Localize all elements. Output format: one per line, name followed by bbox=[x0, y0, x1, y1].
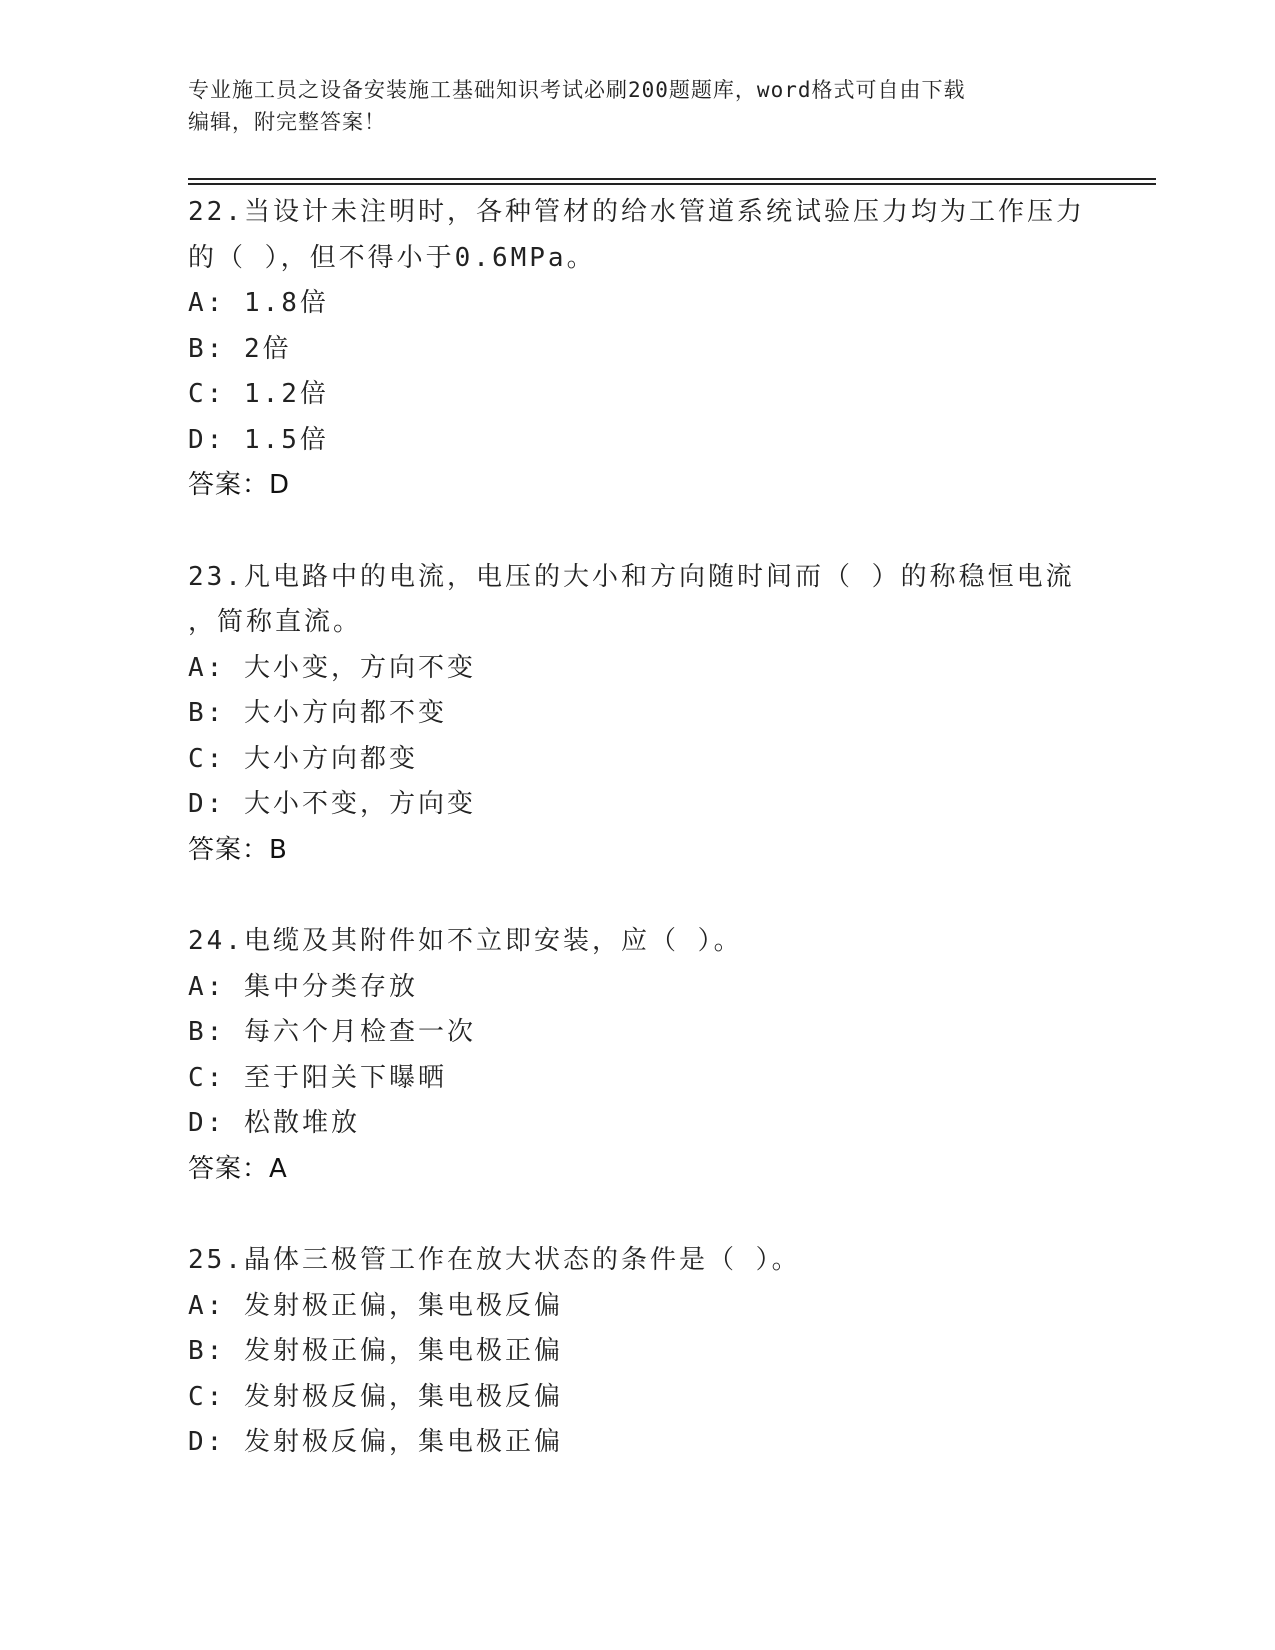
option-b: B: 大小方向都不变 bbox=[188, 698, 447, 728]
option-a: A: 发射极正偏，集电极反偏 bbox=[188, 1290, 563, 1321]
option-c: C: 大小方向都变 bbox=[188, 743, 418, 774]
question-text: 22.当设计未注明时，各种管材的给水管道系统试验压力均为工作压力 bbox=[188, 197, 1085, 227]
header-divider-bottom bbox=[188, 183, 1156, 185]
option-d: D: 发射极反偏，集电极正偏 bbox=[188, 1427, 563, 1457]
question-list bbox=[188, 190, 1088, 1512]
option-b: B: 每六个月检查一次 bbox=[188, 1017, 476, 1047]
answer-label: 答案：A bbox=[188, 1153, 288, 1184]
option-d: D: 1.5倍 bbox=[188, 424, 329, 455]
question-text: 23.凡电路中的电流，电压的大小和方向随时间而（ ）的称稳恒电流 bbox=[188, 561, 1075, 592]
option-d: D: 松散堆放 bbox=[188, 1108, 360, 1138]
question-24 bbox=[188, 919, 1088, 1192]
option-d: D: 大小不变，方向变 bbox=[188, 789, 476, 819]
question-text: 24.电缆及其附件如不立即安装，应（ ）。 bbox=[188, 926, 743, 956]
option-a: A: 集中分类存放 bbox=[188, 971, 418, 1002]
option-b: B: 发射极正偏，集电极正偏 bbox=[188, 1336, 563, 1366]
question-text: 的（ ），但不得小于0.6MPa。 bbox=[188, 242, 596, 273]
header-title-line-1: 专业施工员之设备安装施工基础知识考试必刷200题题库，word格式可自由下载 bbox=[188, 78, 966, 102]
question-22 bbox=[188, 190, 1088, 509]
header-title-line-2: 编辑，附完整答案！ bbox=[188, 110, 386, 134]
question-text: ，简称直流。 bbox=[188, 607, 363, 637]
question-25 bbox=[188, 1238, 1088, 1466]
option-a: A: 1.8倍 bbox=[188, 288, 329, 318]
document-header bbox=[188, 74, 1068, 138]
option-a: A: 大小变，方向不变 bbox=[188, 652, 476, 683]
option-c: C: 至于阳关下曝晒 bbox=[188, 1062, 447, 1093]
answer-label: 答案：B bbox=[188, 834, 288, 865]
option-b: B: 2倍 bbox=[188, 333, 292, 364]
question-text: 25.晶体三极管工作在放大状态的条件是（ ）。 bbox=[188, 1245, 801, 1275]
header-divider-top bbox=[188, 178, 1156, 180]
answer-label: 答案：D bbox=[188, 470, 291, 500]
option-c: C: 1.2倍 bbox=[188, 379, 329, 409]
question-23 bbox=[188, 555, 1088, 874]
option-c: C: 发射极反偏，集电极反偏 bbox=[188, 1381, 563, 1412]
